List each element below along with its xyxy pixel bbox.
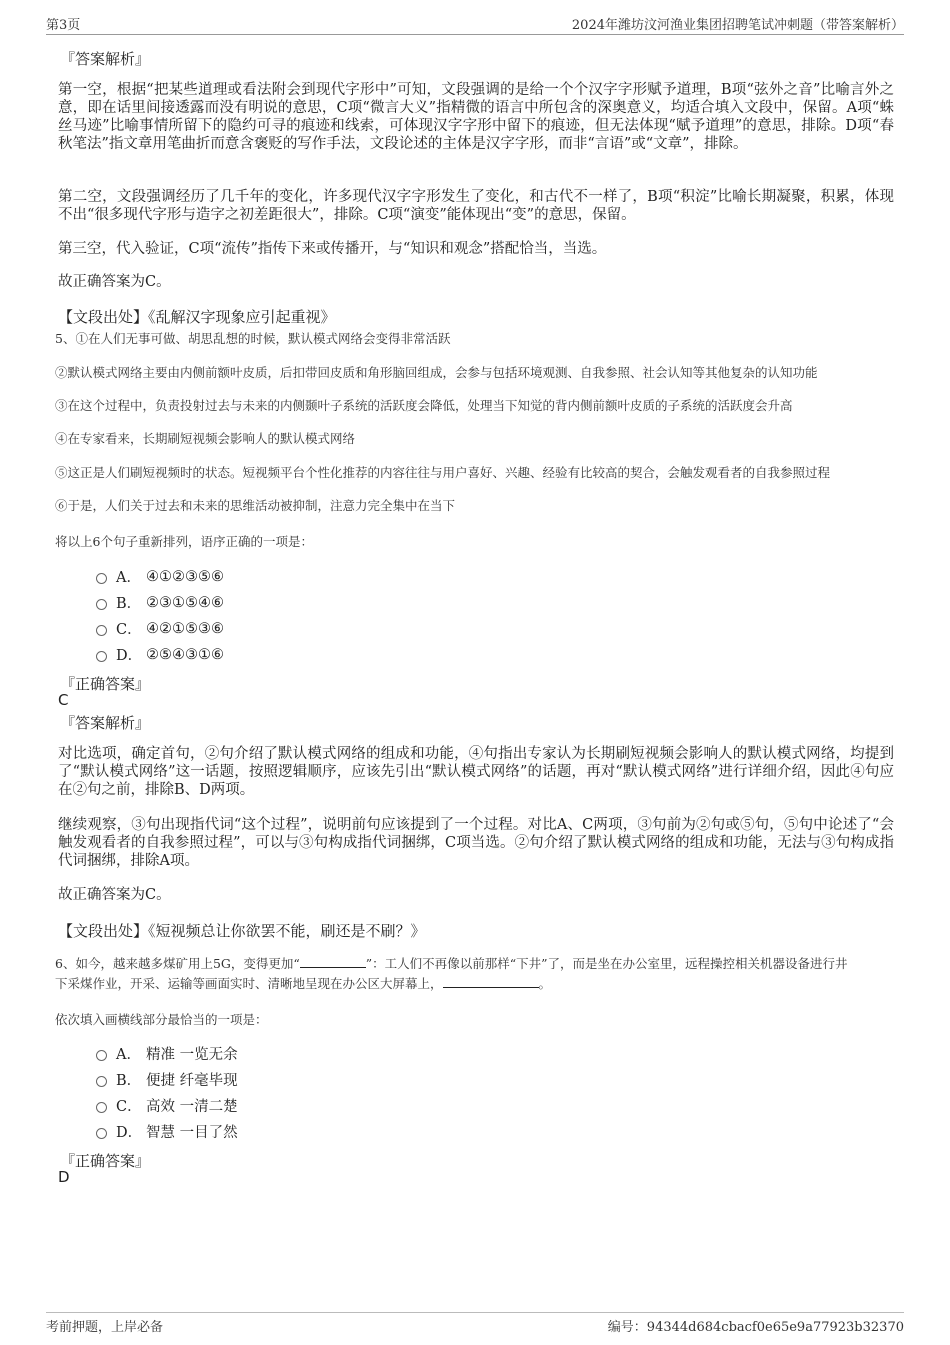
radio-icon[interactable] [96,1050,107,1061]
radio-icon[interactable] [96,651,107,662]
option-letter: D． [116,1125,143,1141]
q6-stem-part: 下采煤作业，开采、运输等画面实时、清晰地呈现在办公区大屏幕上， [55,976,443,991]
analysis-label: 『答案解析』 [60,50,151,68]
analysis-label: 『答案解析』 [60,714,151,732]
q5-prompt: 将以上6个句子重新排列，语序正确的一项是： [55,534,313,549]
option-text: 高效 一清二楚 [146,1099,238,1115]
radio-icon[interactable] [96,599,107,610]
answer-label: 『正确答案』 [60,675,151,693]
option-letter: B． [116,596,142,612]
option-text: 便捷 纤毫毕现 [146,1073,238,1089]
answer-label: 『正确答案』 [60,1152,151,1170]
document-title: 2024年潍坊汶河渔业集团招聘笔试冲刺题（带答案解析） [571,18,904,33]
q5-option-b[interactable] [96,592,224,613]
option-letter: B． [116,1073,142,1089]
footer-slogan: 考前押题，上岸必备 [46,1320,164,1335]
option-letter: A． [116,1047,141,1063]
page-number: 第3页 [46,18,81,33]
option-letter: C． [116,622,142,638]
analysis-paragraph: 继续观察，③句出现指代词“这个过程”，说明前句应该提到了一个过程。对比A、C两项，③句前为②句或⑤句，⑤句中论述了“会触发观看者的自我参照过程”，可以与③句构成指代词捆绑，C项当选。②句介绍了默认模式网络的组成和功能，无法与③句构成指代词捆绑，排除A项。 [58,817,894,869]
fill-blank [443,975,539,988]
correct-answer: C [58,691,69,709]
option-text: ④②①⑤③⑥ [146,620,224,637]
q5-sentence-1: 5、①在人们无事可做、胡思乱想的时候，默认模式网络会变得非常活跃 [55,331,451,346]
q5-sentence-5: ⑤这正是人们刷短视频时的状态。短视频平台个性化推荐的内容往往与用户喜好、兴趣、经验有比较高的契合，会触发观看者的自我参照过程 [55,465,831,480]
q6-option-b[interactable] [96,1069,238,1090]
q5-sentence-3: ③在这个过程中，负责投射过去与未来的内侧颞叶子系统的活跃度会降低，处理当下知觉的背内侧前额叶皮质的子系统的活跃度会升高 [55,398,793,413]
analysis-paragraph: 第一空，根据“把某些道理或看法附会到现代字形中”可知，文段强调的是给一个个汉字字形赋予道理，B项“弦外之音”比喻言外之意，即在话里间接透露而没有明说的意思，C项“微言大义”指精微的语言中所包含的深奥意义，均适合填入文段中，保留。A项“蛛丝马迹”比喻事情所留下的隐约可寻的痕迹和线索，可体现汉字字形中留下的痕迹，但无法体现“赋予道理”的意思，排除。D项“春秋笔法”指文章用笔曲折而意含褒贬的写作手法，文段论述的主体是汉字字形，而非“言语”或“文章”，排除。 [58,82,894,152]
radio-icon[interactable] [96,1102,107,1113]
option-text: ②⑤④③①⑥ [146,646,224,663]
option-letter: C． [116,1099,142,1115]
q6-option-c[interactable] [96,1095,238,1116]
radio-icon[interactable] [96,1128,107,1139]
q6-option-d[interactable] [96,1121,238,1142]
q5-sentence-6: ⑥于是，人们关于过去和未来的思维活动被抑制，注意力完全集中在当下 [55,498,456,513]
page-header [46,12,904,35]
q5-option-c[interactable] [96,618,224,639]
q6-stem [55,954,905,994]
radio-icon[interactable] [96,573,107,584]
analysis-conclusion: 故正确答案为C。 [58,887,171,903]
radio-icon[interactable] [96,1076,107,1087]
page-footer [46,1312,904,1337]
fill-blank [300,955,366,968]
q6-option-a[interactable] [96,1043,238,1064]
document-id: 编号：94344d684cbacf0e65e9a77923b32370 [607,1320,904,1335]
q5-sentence-2: ②默认模式网络主要由内侧前额叶皮质，后扣带回皮质和角形脑回组成，会参与包括环境观测、自我参照、社会认知等其他复杂的认知功能 [55,365,818,380]
option-text: 智慧 一目了然 [146,1125,238,1141]
correct-answer: D [58,1168,70,1186]
option-text: 精准 一览无余 [146,1047,238,1063]
radio-icon[interactable] [96,625,107,636]
option-letter: D． [116,648,143,664]
analysis-paragraph: 对比选项，确定首句，②句介绍了默认模式网络的组成和功能，④句指出专家认为长期刷短视频会影响人的默认模式网络，均提到了“默认模式网络”这一话题，按照逻辑顺序，应该先引出“默认模式网络”的话题，再对“默认模式网络”进行详细介绍，因此④句应在②句之前，排除B、D两项。 [58,746,894,798]
option-text: ②③①⑤④⑥ [146,594,224,611]
option-letter: A． [116,570,141,586]
analysis-paragraph: 第三空，代入验证，C项“流传”指传下来或传播开，与“知识和观念”搭配恰当，当选。 [58,241,607,257]
q6-stem-part: 。 [538,976,552,991]
analysis-paragraph: 第二空，文段强调经历了几千年的变化，许多现代汉字字形发生了变化，和古代不一样了，B项“积淀”比喻长期凝聚，积累，体现不出“很多现代字形与造字之初差距很大”，排除。C项“演变”能体现出“变”的意思，保留。 [58,189,894,223]
q5-option-a[interactable] [96,566,224,587]
source-citation: 【文段出处】《乱解汉字现象应引起重视》 [58,308,336,326]
option-text: ④①②③⑤⑥ [146,568,224,585]
q6-stem-part: ”：工人们不再像以前那样“下井”了，而是坐在办公室里，远程操控相关机器设备进行井 [365,956,848,971]
q5-option-d[interactable] [96,644,224,665]
q5-sentence-4: ④在专家看来，长期刷短视频会影响人的默认模式网络 [55,431,356,446]
q6-prompt: 依次填入画横线部分最恰当的一项是： [55,1012,268,1027]
q6-stem-part: 6、如今，越来越多煤矿用上5G，变得更加“ [55,956,300,971]
analysis-conclusion: 故正确答案为C。 [58,274,171,290]
source-citation: 【文段出处】《短视频总让你欲罢不能，刷还是不刷？》 [58,922,426,940]
